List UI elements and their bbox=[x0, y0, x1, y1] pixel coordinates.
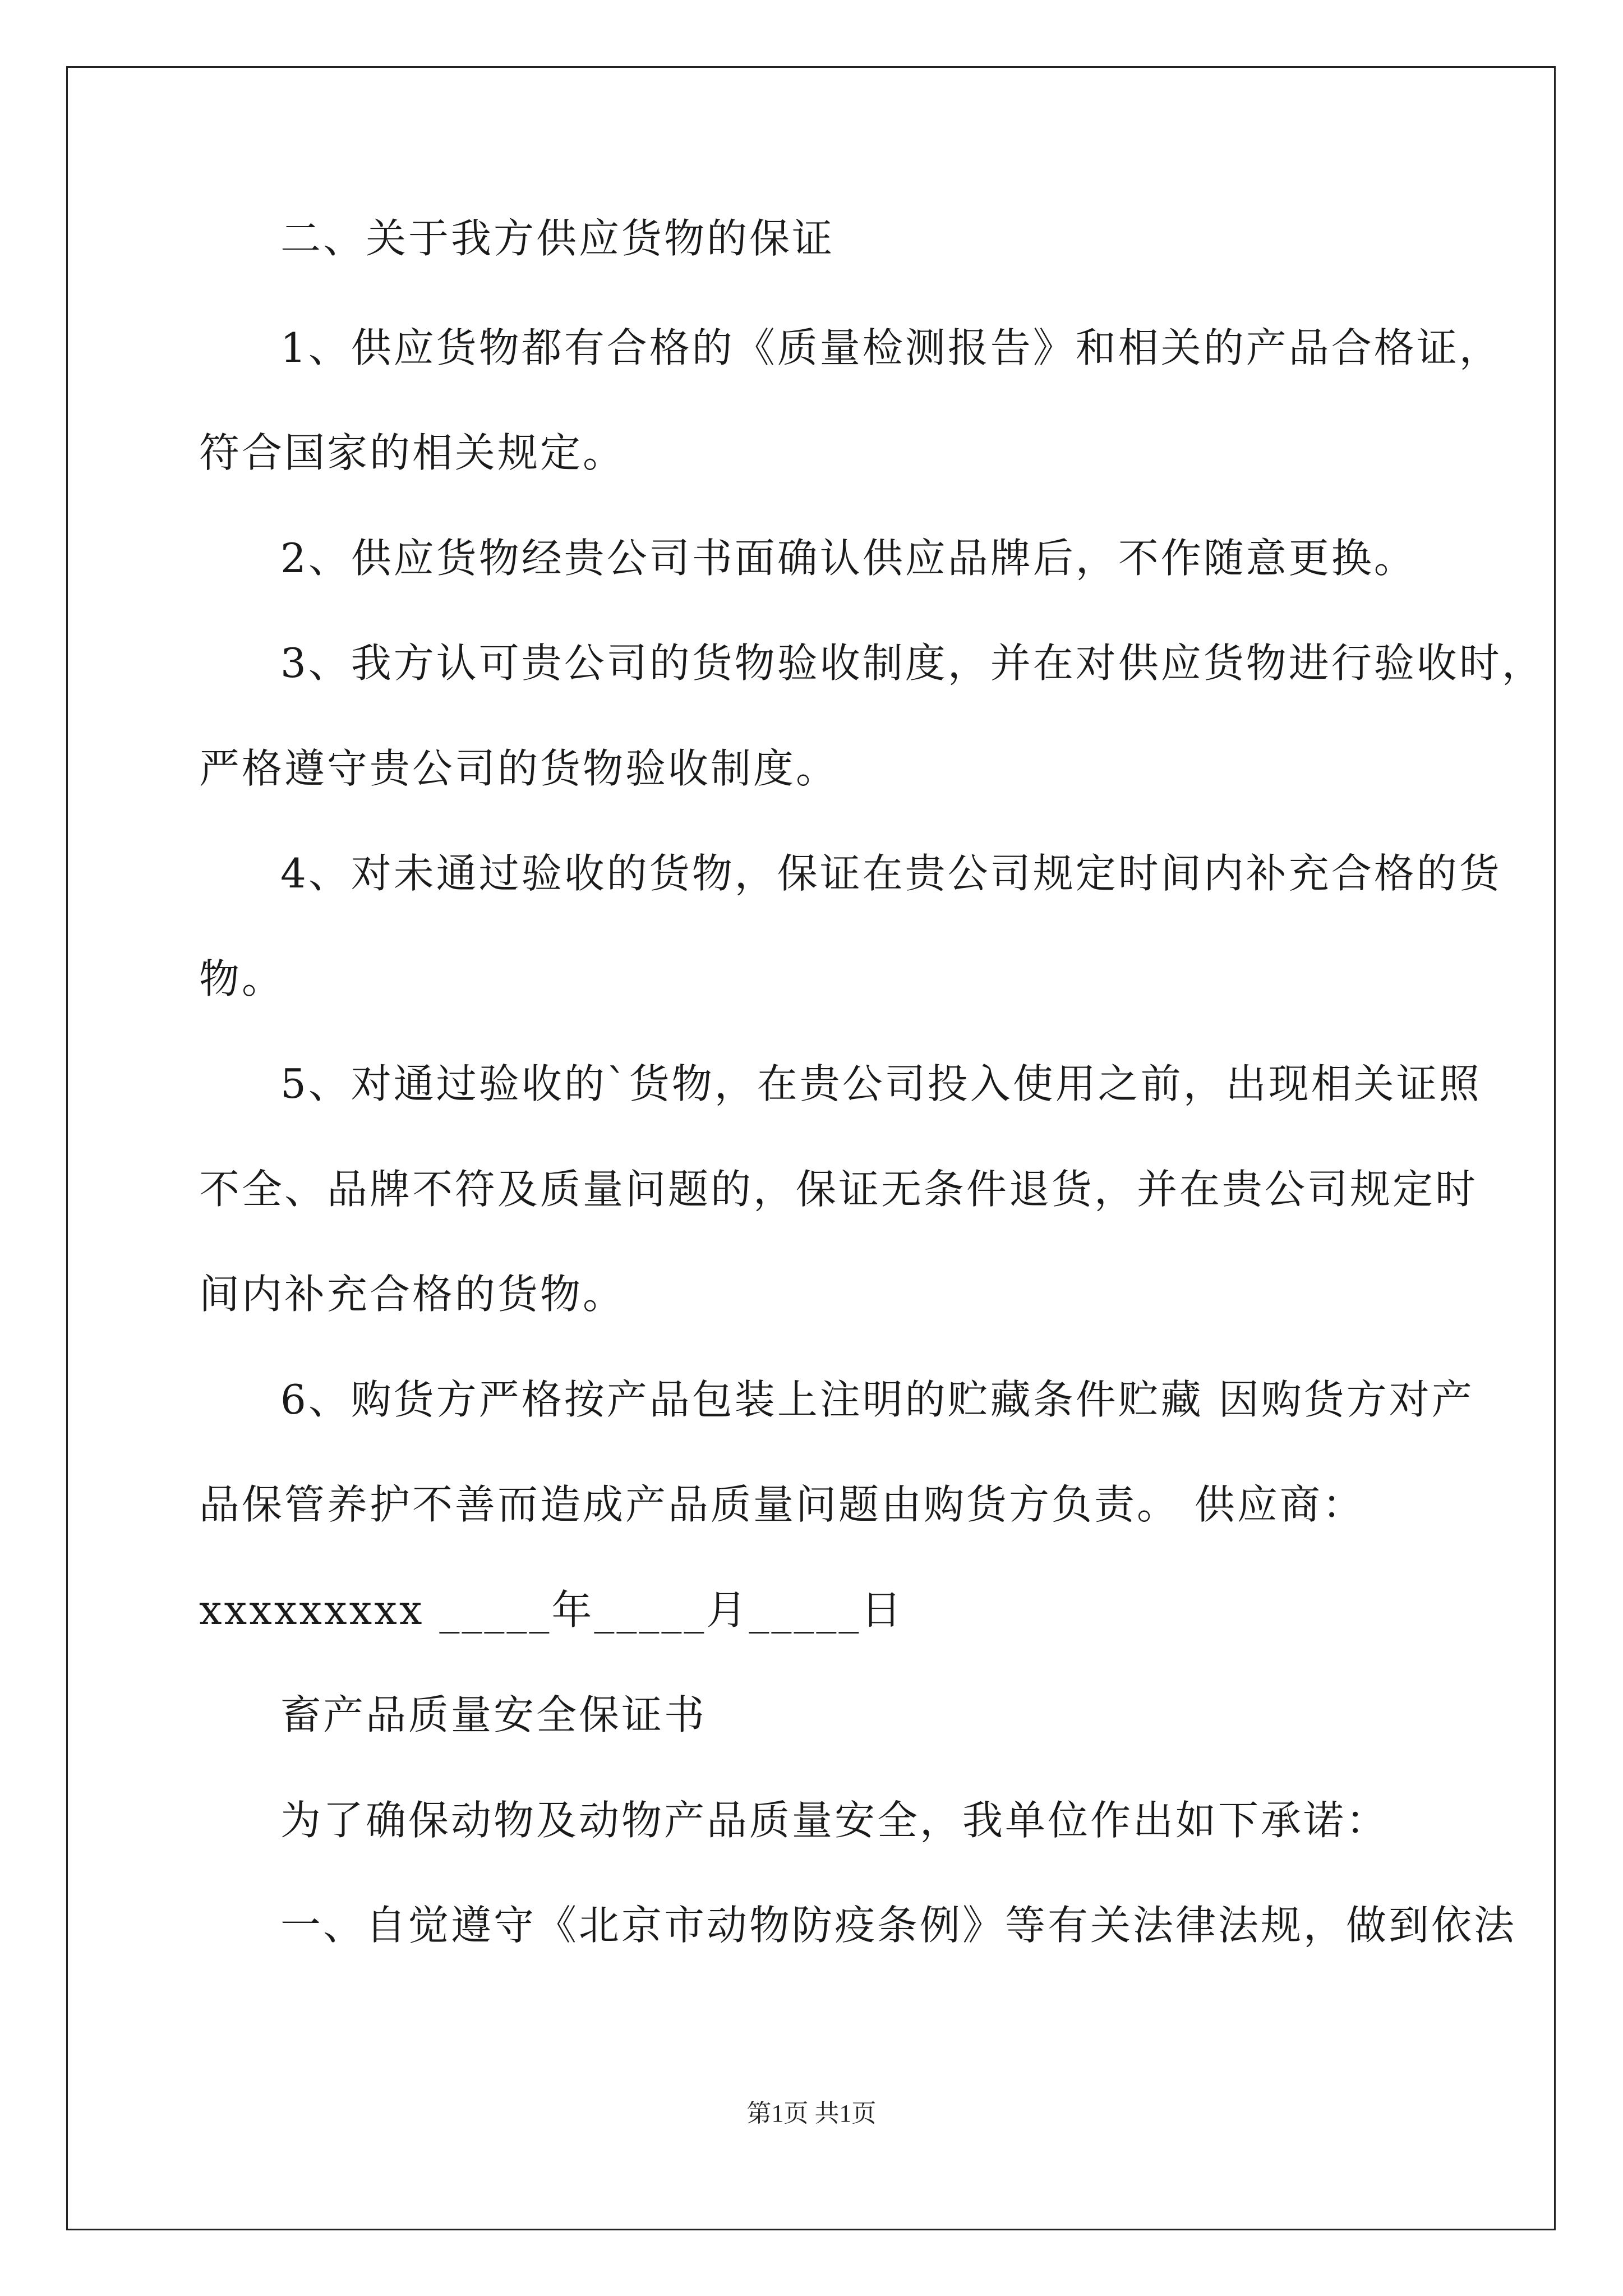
paragraph-line: 3、我方认可贵公司的货物验收制度，并在对供应货物进行验收时， bbox=[280, 639, 1544, 687]
paragraph-line: 5、对通过验收的`货物，在贵公司投入使用之前，出现相关证照 bbox=[280, 1060, 1482, 1107]
document-title: 畜产品质量安全保证书 bbox=[280, 1691, 707, 1738]
paragraph-line: 一、自觉遵守《北京市动物防疫条例》等有关法律法规，做到依法 bbox=[280, 1902, 1517, 1949]
section-heading: 二、关于我方供应货物的保证 bbox=[280, 215, 835, 262]
paragraph-line: 1、供应货物都有合格的《质量检测报告》和相关的产品合格证， bbox=[280, 324, 1502, 371]
paragraph-line: 不全、品牌不符及质量问题的，保证无条件退货，并在贵公司规定时 bbox=[199, 1166, 1478, 1213]
paragraph-line: 物。 bbox=[199, 955, 285, 1002]
paragraph-line: 品保管养护不善而造成产品质量问题由购货方负责。 供应商： bbox=[199, 1481, 1365, 1528]
signature-date-line: xxxxxxxxx _____年_____月_____日 bbox=[199, 1586, 904, 1634]
paragraph-line: 严格遵守贵公司的货物验收制度。 bbox=[199, 745, 839, 792]
page-number: 第1页 共1页 bbox=[746, 2100, 877, 2127]
paragraph-line: 间内补充合格的货物。 bbox=[199, 1271, 626, 1318]
paragraph-line: 符合国家的相关规定。 bbox=[199, 429, 626, 476]
paragraph-line: 6、购货方严格按产品包装上注明的贮藏条件贮藏 因购货方对产 bbox=[280, 1376, 1474, 1423]
paragraph-line: 2、供应货物经贵公司书面确认供应品牌后，不作随意更换。 bbox=[280, 535, 1417, 582]
paragraph-line: 4、对未通过验收的货物，保证在贵公司规定时间内补充合格的货 bbox=[280, 850, 1502, 897]
paragraph-line: 为了确保动物及动物产品质量安全，我单位作出如下承诺： bbox=[280, 1797, 1389, 1844]
